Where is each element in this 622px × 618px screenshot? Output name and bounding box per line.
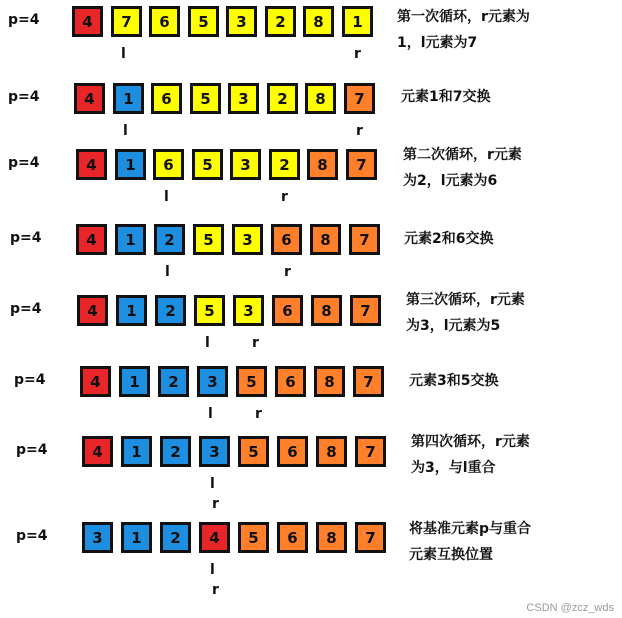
- pointer-r: r: [354, 46, 361, 62]
- step-note-line: 第二次循环，r元素: [403, 147, 522, 163]
- array-cell: 8: [314, 366, 345, 397]
- step-note: [403, 142, 522, 194]
- pointer-r: r: [356, 123, 363, 139]
- array-cell: 1: [119, 366, 150, 397]
- step-note-line: 将基准元素p与重合: [409, 521, 532, 537]
- array-cell: 6: [153, 149, 184, 180]
- pointer-l: l: [165, 264, 170, 280]
- step-note-line: 1，l元素为7: [397, 35, 478, 51]
- array-cell: 4: [76, 224, 107, 255]
- array-cell: 6: [272, 295, 303, 326]
- array-cell: 6: [149, 6, 180, 37]
- pointer-r: r: [212, 582, 219, 598]
- watermark: CSDN @zcz_wds: [526, 602, 614, 614]
- pivot-label: p=4: [8, 155, 40, 171]
- array-cell: 7: [350, 295, 381, 326]
- array-cell: 3: [197, 366, 228, 397]
- array-cell: 7: [346, 149, 377, 180]
- step-note-line: 第三次循环，r元素: [406, 292, 525, 308]
- step-note-line: 第四次循环，r元素: [411, 434, 530, 450]
- step-note-line: 为2，l元素为6: [403, 173, 498, 189]
- pivot-label: p=4: [10, 230, 42, 246]
- array-cell: 6: [277, 522, 308, 553]
- pivot-label: p=4: [14, 372, 46, 388]
- pivot-label: p=4: [8, 89, 40, 105]
- array-cell: 7: [111, 6, 142, 37]
- pivot-label: p=4: [16, 528, 48, 544]
- array-cell: 3: [232, 224, 263, 255]
- pivot-label: p=4: [16, 442, 48, 458]
- pivot-label: p=4: [8, 12, 40, 28]
- array-cell: 1: [113, 83, 144, 114]
- array-cell: 8: [316, 436, 347, 467]
- array-cell: 8: [307, 149, 338, 180]
- array-cell: 7: [349, 224, 380, 255]
- array-cell: 2: [265, 6, 296, 37]
- step-note-line: 为3，与l重合: [411, 460, 496, 476]
- pointer-l: l: [210, 476, 215, 492]
- array-cell: 4: [74, 83, 105, 114]
- array-cell: 3: [82, 522, 113, 553]
- array-cell: 4: [76, 149, 107, 180]
- array-cell: 2: [267, 83, 298, 114]
- step-note-line: 元素1和7交换: [401, 89, 491, 105]
- step-note: [401, 84, 490, 110]
- pointer-r: r: [281, 189, 288, 205]
- array-cell: 3: [199, 436, 230, 467]
- pointer-r: r: [252, 335, 259, 351]
- array-cell: 2: [269, 149, 300, 180]
- pointer-r: r: [255, 406, 262, 422]
- array-cell: 8: [311, 295, 342, 326]
- pointer-l: l: [208, 406, 213, 422]
- step-note-line: 元素2和6交换: [404, 231, 494, 247]
- array-cell: 4: [77, 295, 108, 326]
- pointer-l: l: [121, 46, 126, 62]
- pointer-l: l: [164, 189, 169, 205]
- array-cell: 2: [154, 224, 185, 255]
- step-note-line: 为3，l元素为5: [406, 318, 501, 334]
- pivot-label: p=4: [10, 301, 42, 317]
- array-cell: 4: [72, 6, 103, 37]
- array-cell: 5: [194, 295, 225, 326]
- array-cell: 5: [236, 366, 267, 397]
- array-cell: 5: [238, 436, 269, 467]
- array-cell: 6: [151, 83, 182, 114]
- array-cell: 1: [121, 522, 152, 553]
- array-cell: 6: [271, 224, 302, 255]
- array-cell: 2: [160, 436, 191, 467]
- array-cell: 5: [193, 224, 224, 255]
- array-cell: 8: [303, 6, 334, 37]
- array-cell: 7: [355, 522, 386, 553]
- array-cell: 4: [80, 366, 111, 397]
- step-note-line: 第一次循环，r元素为: [397, 9, 530, 25]
- array-cell: 2: [158, 366, 189, 397]
- pointer-l: l: [205, 335, 210, 351]
- array-cell: 7: [355, 436, 386, 467]
- pointer-r: r: [284, 264, 291, 280]
- array-cell: 5: [190, 83, 221, 114]
- step-note: [411, 429, 530, 481]
- array-cell: 1: [116, 295, 147, 326]
- array-cell: 2: [160, 522, 191, 553]
- array-cell: 3: [226, 6, 257, 37]
- array-cell: 1: [115, 149, 146, 180]
- step-note-line: 元素互换位置: [409, 547, 493, 563]
- array-cell: 5: [238, 522, 269, 553]
- array-cell: 1: [115, 224, 146, 255]
- array-cell: 4: [82, 436, 113, 467]
- array-cell: 8: [305, 83, 336, 114]
- step-note: [409, 516, 531, 568]
- array-cell: 6: [277, 436, 308, 467]
- array-cell: 2: [155, 295, 186, 326]
- array-cell: 7: [353, 366, 384, 397]
- step-note: [404, 226, 493, 252]
- array-cell: 8: [310, 224, 341, 255]
- array-cell: 3: [228, 83, 259, 114]
- array-cell: 3: [233, 295, 264, 326]
- step-note: [406, 287, 525, 339]
- array-cell: 1: [342, 6, 373, 37]
- array-cell: 3: [230, 149, 261, 180]
- step-note: [409, 368, 498, 394]
- pointer-r: r: [212, 496, 219, 512]
- step-note-line: 元素3和5交换: [409, 373, 499, 389]
- array-cell: 5: [192, 149, 223, 180]
- array-cell: 8: [316, 522, 347, 553]
- array-cell: 1: [121, 436, 152, 467]
- pointer-l: l: [210, 562, 215, 578]
- array-cell: 5: [188, 6, 219, 37]
- array-cell: 6: [275, 366, 306, 397]
- pointer-l: l: [123, 123, 128, 139]
- array-cell: 7: [344, 83, 375, 114]
- array-cell: 4: [199, 522, 230, 553]
